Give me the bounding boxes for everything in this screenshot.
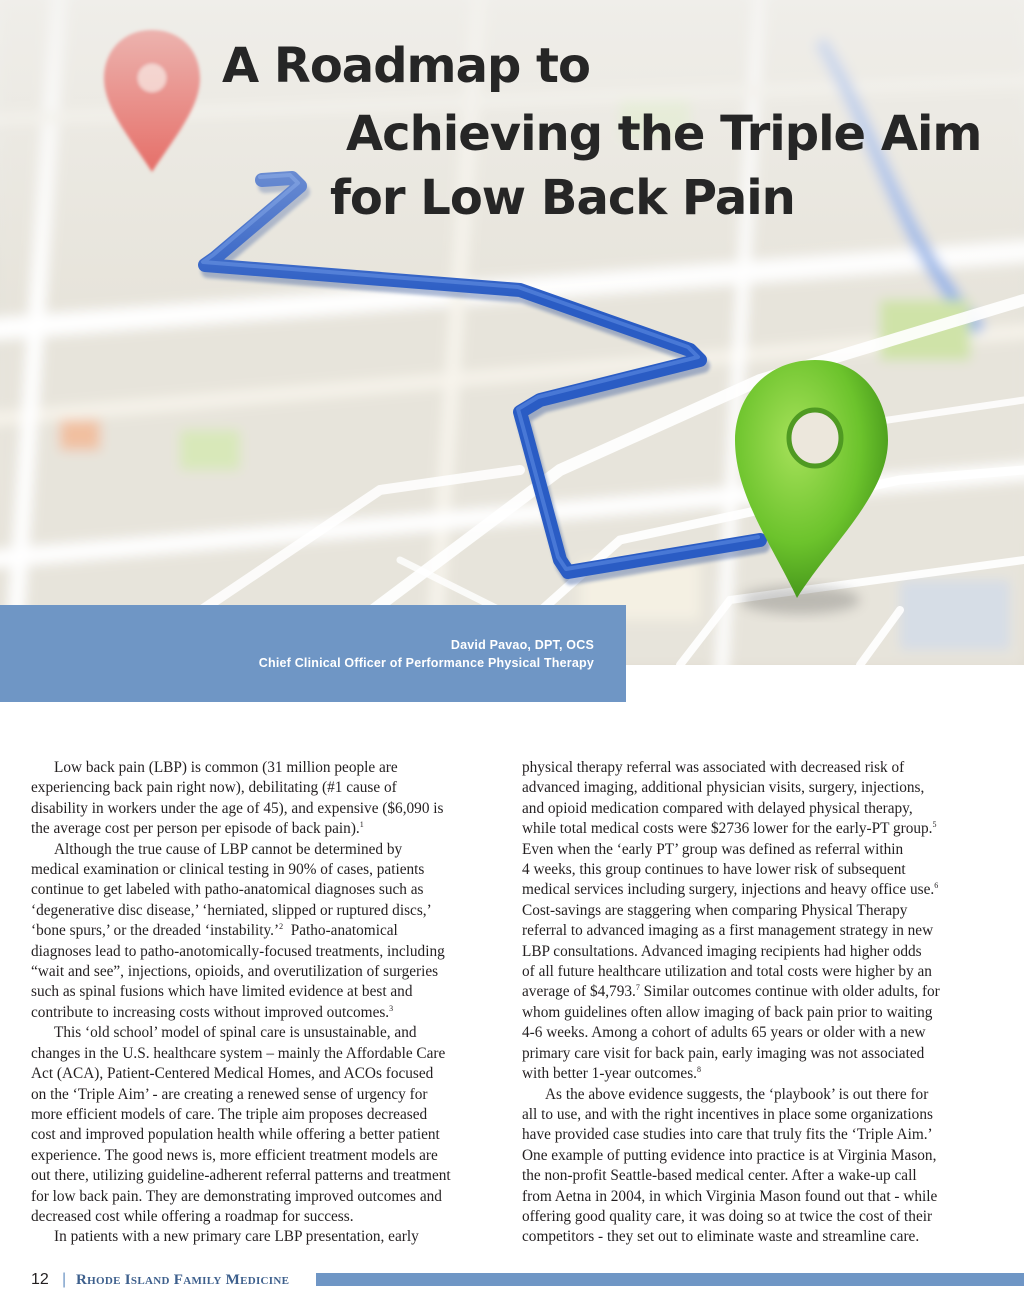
- reference-marker: 8: [697, 1065, 702, 1075]
- article-column-right: [522, 758, 992, 1248]
- footer-bar: [316, 1273, 1024, 1286]
- text-run: ‘bone spurs,’ or the dreaded ‘instability.’: [31, 922, 280, 940]
- text-line: out there, utilizing guideline-adherent referral patterns and treatment: [31, 1167, 451, 1185]
- text-line: [522, 1064, 992, 1084]
- author-name: David Pavao, DPT, OCS: [450, 638, 594, 652]
- text-line: offering good quality care, it was doing so at twice the cost of their: [522, 1207, 933, 1225]
- paragraph: [31, 1023, 497, 1227]
- text-line: referral to advanced imaging as a first management strategy in new: [522, 922, 934, 940]
- text-run: Similar outcomes continue with older adults, for: [643, 983, 940, 1001]
- text-line: This ‘old school’ model of spinal care is unsustainable, and: [54, 1024, 417, 1042]
- paragraph: [522, 758, 992, 1085]
- text-line: on the ‘Triple Aim’ - are creating a renewed sense of urgency for: [31, 1085, 428, 1103]
- text-run: contribute to increasing costs without improved outcomes.: [31, 1003, 390, 1021]
- text-line: 4 weeks, this group continues to have lower risk of subsequent: [522, 861, 906, 879]
- text-line: decreased cost while offering a roadmap for success.: [31, 1207, 354, 1225]
- text-run: with better 1-year outcomes.: [522, 1065, 698, 1083]
- text-line: In patients with a new primary care LBP presentation, early: [54, 1228, 419, 1246]
- author-role: Chief Clinical Officer of Performance Physical Therapy: [258, 656, 594, 670]
- footer-separator: |: [62, 1271, 67, 1288]
- text-line: for low back pain. They are demonstrating improved outcomes and: [31, 1187, 442, 1205]
- reference-marker: 1: [359, 820, 364, 830]
- text-line: ‘degenerative disc disease,’ ‘herniated, slipped or ruptured discs,’: [31, 901, 432, 919]
- text-line: of all future healthcare utilization and total costs were higher by an: [522, 963, 932, 981]
- text-line: 4-6 weeks. Among a cohort of adults 65 years or older with a new: [522, 1024, 926, 1042]
- text-line: One example of putting evidence into practice is at Virginia Mason,: [522, 1146, 937, 1164]
- text-line: from Aetna in 2004, in which Virginia Mason found out that - while: [522, 1187, 938, 1205]
- text-line: continue to get labeled with patho-anatomical diagnoses such as: [31, 881, 424, 899]
- text-line: such as spinal fusions which have limited evidence at best and: [31, 983, 413, 1001]
- text-line: primary care visit for back pain, early imaging was not associated: [522, 1044, 925, 1062]
- text-line: “wait and see”, injections, opioids, and overutilization of surgeries: [31, 963, 439, 981]
- reference-marker: 6: [934, 881, 939, 891]
- text-line: Although the true cause of LBP cannot be determined by: [54, 840, 403, 858]
- title-line-3: for Low Back Pain: [330, 170, 795, 226]
- text-line: [522, 880, 992, 900]
- reference-marker: 7: [635, 983, 640, 993]
- title-line-1: A Roadmap to: [222, 38, 590, 94]
- text-line: [522, 819, 992, 839]
- text-line: whom guidelines often allow imaging of back pain prior to waiting: [522, 1003, 933, 1021]
- text-run: Patho-anatomical: [290, 922, 398, 940]
- text-line: Low back pain (LBP) is common (31 million people are: [54, 759, 398, 776]
- page-number: 12: [31, 1271, 49, 1288]
- paragraph: [522, 1085, 992, 1248]
- paragraph: [31, 758, 497, 840]
- text-line: competitors - they set out to eliminate waste and streamline care.: [522, 1228, 920, 1246]
- text-line: advanced imaging, additional physician visits, surgery, injections,: [522, 779, 925, 797]
- journal-name: Rhode Island Family Medicine: [76, 1272, 290, 1288]
- text-line: LBP consultations. Advanced imaging recipients had higher odds: [522, 942, 922, 960]
- text-line: physical therapy referral was associated with decreased risk of: [522, 759, 905, 776]
- article-column-left: [31, 758, 497, 1248]
- text-line: As the above evidence suggests, the ‘playbook’ is out there for: [545, 1085, 929, 1103]
- text-line: [522, 982, 992, 1002]
- text-line: Cost-savings are staggering when comparing Physical Therapy: [522, 901, 908, 919]
- text-line: the non-profit Seattle-based medical center. After a wake-up call: [522, 1167, 917, 1185]
- text-line: changes in the U.S. healthcare system – mainly the Affordable Care: [31, 1044, 446, 1062]
- text-run: the average cost per person per episode of back pain).: [31, 820, 360, 838]
- paragraph: [31, 840, 497, 1024]
- title-line-2: Achieving the Triple Aim: [346, 106, 982, 162]
- text-run: while total medical costs were $2736 lower for the early-PT group.: [522, 820, 933, 838]
- author-banner: [0, 605, 626, 702]
- text-line: [31, 819, 497, 839]
- text-line: disability in workers under the age of 45), and expensive ($6,090 is: [31, 799, 444, 817]
- text-line: [31, 1003, 497, 1023]
- text-line: Even when the ‘early PT’ group was defined as referral within: [522, 840, 904, 858]
- text-line: all to use, and with the right incentives in place some organizations: [522, 1105, 933, 1123]
- text-line: medical examination or clinical testing in 90% of cases, patients: [31, 861, 425, 879]
- text-line: more efficient models of care. The triple aim proposes decreased: [31, 1105, 428, 1123]
- reference-marker: 3: [389, 1003, 394, 1013]
- text-line: experiencing back pain right now), debilitating (#1 cause of: [31, 779, 397, 797]
- text-line: have provided case studies into care that truly fits the ‘Triple Aim.’: [522, 1126, 933, 1144]
- text-line: diagnoses lead to patho-anotomically-focused treatments, including: [31, 942, 445, 960]
- text-line: and opioid medication compared with delayed physical therapy,: [522, 799, 913, 817]
- reference-marker: 5: [932, 820, 937, 830]
- text-line: cost and improved population health while offering a better patient: [31, 1126, 440, 1144]
- text-run: medical services including surgery, injections and heavy office use.: [522, 881, 935, 899]
- text-line: [31, 921, 497, 941]
- text-line: experience. The good news is, more efficient treatment models are: [31, 1146, 438, 1164]
- reference-marker: 2: [279, 922, 284, 932]
- paragraph: [31, 1227, 497, 1247]
- text-line: Act (ACA), Patient-Centered Medical Homes, and ACOs focused: [31, 1065, 434, 1083]
- text-run: average of $4,793.: [522, 983, 636, 1001]
